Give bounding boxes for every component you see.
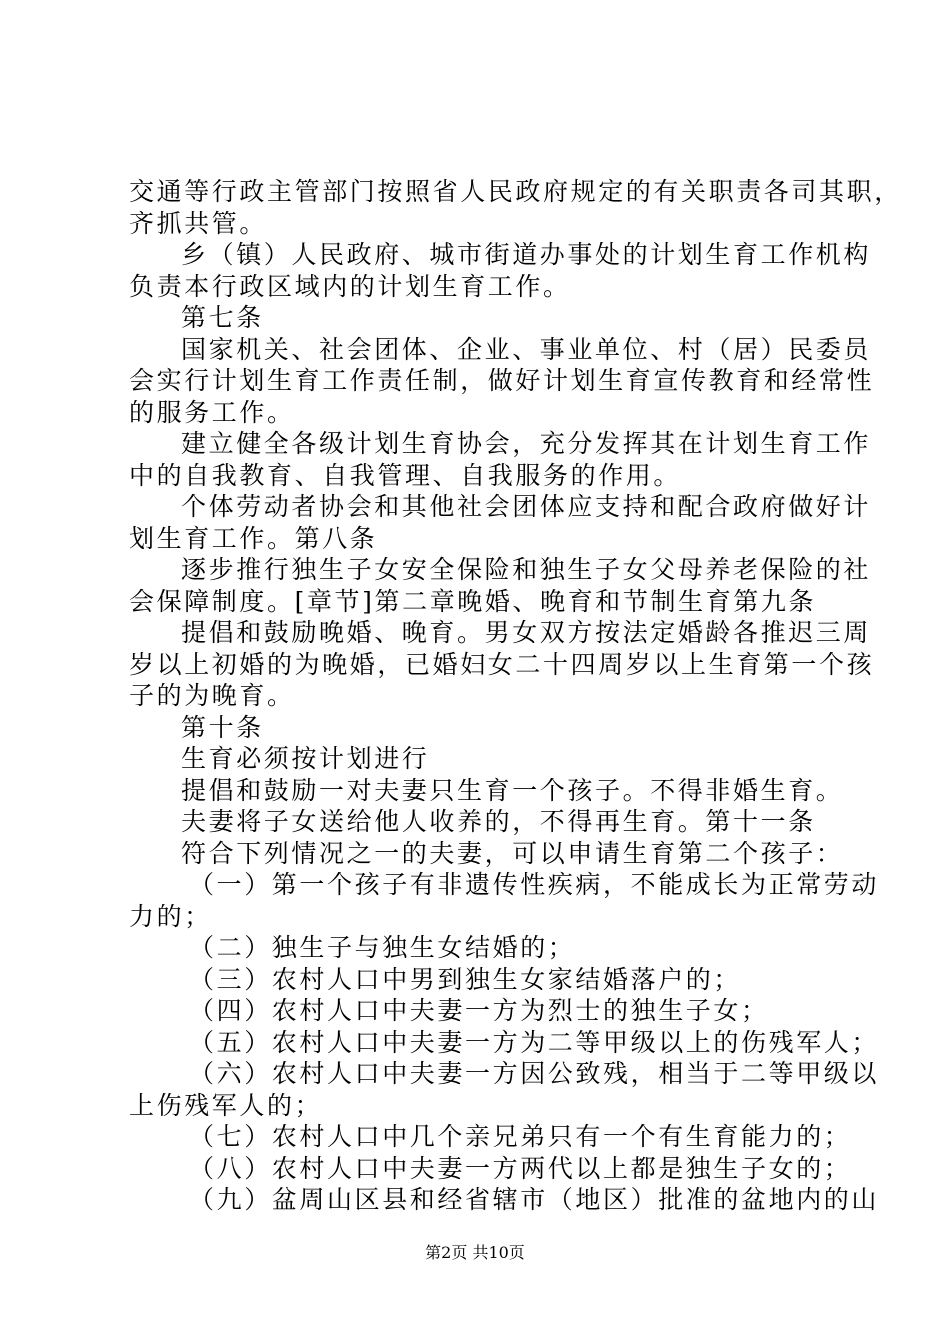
- text-line: 划生育工作。第八条: [129, 523, 378, 553]
- text-line: （四）农村人口中夫妻一方为烈士的独生子女；: [189, 996, 769, 1025]
- text-line: （一）第一个孩子有非遗传性疾病，不能成长为正常劳动: [189, 870, 880, 899]
- document-body: [129, 176, 902, 1216]
- text-line: 的服务工作。: [129, 397, 295, 427]
- text-line: 子的为晚育。: [129, 681, 295, 710]
- text-line: 乡（镇）人民政府、城市街道办事处的计划生育工作机构: [181, 240, 872, 269]
- text-line: （七）农村人口中几个亲兄弟只有一个有生育能力的；: [189, 1122, 852, 1151]
- text-line: 会实行计划生育工作责任制，做好计划生育宣传教育和经常性: [129, 366, 875, 395]
- text-line: 逐步推行独生子女安全保险和独生子女父母养老保险的社: [181, 555, 872, 584]
- text-line: （八）农村人口中夫妻一方两代以上都是独生子女的；: [189, 1153, 852, 1183]
- text-line: 负责本行政区域内的计划生育工作。: [129, 271, 571, 301]
- text-line: 生育必须按计划进行: [181, 744, 430, 773]
- text-line: （五）农村人口中夫妻一方为二等甲级以上的伤残军人；: [189, 1027, 880, 1057]
- text-line: 力的；: [129, 901, 212, 931]
- text-line: 第七条: [181, 303, 264, 332]
- text-line: （二）独生子与独生女结婚的；: [189, 933, 576, 962]
- text-line: （九）盆周山区县和经省辖市（地区）批准的盆地内的山: [189, 1185, 880, 1214]
- text-line: 第十条: [181, 712, 264, 742]
- text-line: 提倡和鼓励晚婚、晚育。男女双方按法定婚龄各推迟三周: [181, 618, 872, 647]
- text-line: 岁以上初婚的为晚婚，已婚妇女二十四周岁以上生育第一个孩: [129, 649, 875, 679]
- text-line: 国家机关、社会团体、企业、事业单位、村（居）民委员: [181, 334, 872, 364]
- text-line: （六）农村人口中夫妻一方因公致残，相当于二等甲级以: [189, 1059, 880, 1088]
- text-line: （三）农村人口中男到独生女家结婚落户的；: [189, 964, 742, 994]
- text-line: 提倡和鼓励一对夫妻只生育一个孩子。不得非婚生育。: [181, 775, 844, 805]
- text-line: 中的自我教育、自我管理、自我服务的作用。: [129, 460, 682, 490]
- page-footer: 第2页 共10页: [425, 1243, 525, 1262]
- text-line: 夫妻将子女送给他人收养的，不得再生育。第十一条: [181, 807, 816, 836]
- text-line: 建立健全各级计划生育协会，充分发挥其在计划生育工作: [181, 429, 872, 458]
- text-line: 上伤残军人的；: [129, 1090, 323, 1120]
- text-line: 交通等行政主管部门按照省人民政府规定的有关职责各司其职，: [129, 177, 902, 206]
- text-line: 齐抓共管。: [129, 208, 268, 238]
- text-line: 个体劳动者协会和其他社会团体应支持和配合政府做好计: [181, 492, 872, 521]
- text-line: 符合下列情况之一的夫妻，可以申请生育第二个孩子：: [181, 838, 844, 868]
- text-line: 会保障制度。[章节]第二章晚婚、晚育和节制生育第九条: [129, 586, 817, 616]
